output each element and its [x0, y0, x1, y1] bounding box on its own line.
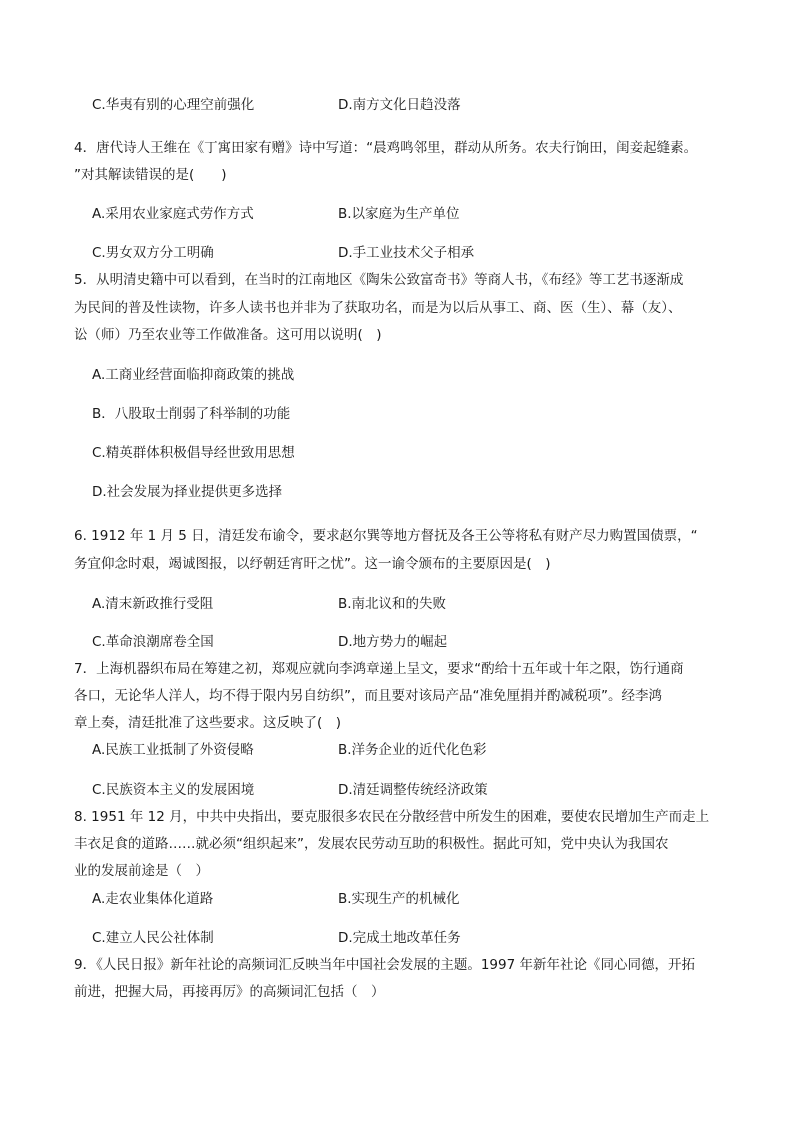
- q8-option-c: C.建立人民公社体制: [92, 930, 214, 946]
- q6-option-c: C.革命浪潮席卷全国: [92, 634, 214, 650]
- q4-option-c: C.男女双方分工明确: [92, 245, 214, 261]
- q7-stem-line-1: 7．上海机器织布局在筹建之初，郑观应就向李鸿章递上呈文，要求“酌给十五年或十年之限，饬行通商: [74, 661, 684, 677]
- q7-option-a: A.民族工业抵制了外资侵略: [92, 742, 254, 758]
- q5-option-d: D.社会发展为择业提供更多选择: [92, 484, 283, 500]
- q4-option-a: A.采用农业家庭式劳作方式: [92, 206, 254, 222]
- q8-option-b: B.实现生产的机械化: [338, 891, 460, 907]
- q5-stem-line-3: 讼（师）乃至农业等工作做准备。这可用以说明( ): [74, 327, 382, 343]
- q5-option-a: A.工商业经营面临抑商政策的挑战: [92, 367, 295, 383]
- q4-option-d: D.手工业技术父子相承: [338, 245, 475, 261]
- q6-option-d: D.地方势力的崛起: [338, 634, 448, 650]
- q8-stem-line-3: 业的发展前途是（ ）: [74, 863, 209, 879]
- q5-option-c: C.精英群体积极倡导经世致用思想: [92, 445, 295, 461]
- q7-stem-line-3: 章上奏，清廷批准了这些要求。这反映了( ): [74, 715, 342, 731]
- q4-stem-line-2: ”对其解读错误的是( ): [74, 167, 227, 183]
- q5-stem-line-2: 为民间的普及性读物，许多人读书也并非为了获取功名，而是为以后从事工、商、医（生）、幕（友）、: [74, 300, 682, 316]
- q8-option-d: D.完成土地改革任务: [338, 930, 461, 946]
- q7-option-c: C.民族资本主义的发展困境: [92, 782, 255, 798]
- q3-option-c: C.华夷有别的心理空前强化: [92, 97, 255, 113]
- q8-option-a: A.走农业集体化道路: [92, 891, 214, 907]
- q6-option-b: B.南北议和的失败: [338, 596, 447, 612]
- q6-stem-line-1: 6. 1912 年 1 月 5 日，清廷发布谕令，要求赵尔巽等地方督抚及各王公等将私有财产尽力购置国债票，“: [74, 528, 698, 544]
- q6-stem-line-2: 务宜仰念时艰，竭诚图报，以纾朝廷宵旰之忧”。这一谕令颁布的主要原因是( ): [74, 556, 551, 572]
- q7-option-d: D.清廷调整传统经济政策: [338, 782, 488, 798]
- q8-stem-line-2: 丰衣足食的道路……就必须“组织起来”，发展农民劳动互助的积极性。据此可知，党中央认为我国农: [74, 836, 669, 852]
- q8-stem-line-1: 8. 1951 年 12 月，中共中央指出，要克服很多农民在分散经营中所发生的困难，要使农民增加生产而走上: [74, 809, 710, 825]
- q9-stem-line-2: 前进，把握大局，再接再厉》的高频词汇包括（ ）: [74, 984, 385, 1000]
- q6-option-a: A.清末新政推行受阻: [92, 596, 214, 612]
- q4-stem-line-1: 4．唐代诗人王维在《丁寓田家有赠》诗中写道：“晨鸡鸣邻里，群动从所务。农夫行饷田，闺妾起缝素。: [74, 140, 698, 156]
- q5-option-b: B．八股取士削弱了科举制的功能: [92, 406, 291, 422]
- q4-option-b: B.以家庭为生产单位: [338, 206, 460, 222]
- q5-stem-line-1: 5．从明清史籍中可以看到，在当时的江南地区《陶朱公致富奇书》等商人书，《布经》等工艺书逐渐成: [74, 272, 684, 288]
- q3-option-d: D.南方文化日趋没落: [338, 97, 461, 113]
- q9-stem-line-1: 9．《人民日报》新年社论的高频词汇反映当年中国社会发展的主题。1997 年新年社论《同心同德，开拓: [74, 957, 695, 973]
- q7-option-b: B.洋务企业的近代化色彩: [338, 742, 487, 758]
- q7-stem-line-2: 各口，无论华人洋人，均不得于限内另自纺织”，而且要对该局产品“准免厘捐并酌减税项”。经李鸿: [74, 688, 662, 704]
